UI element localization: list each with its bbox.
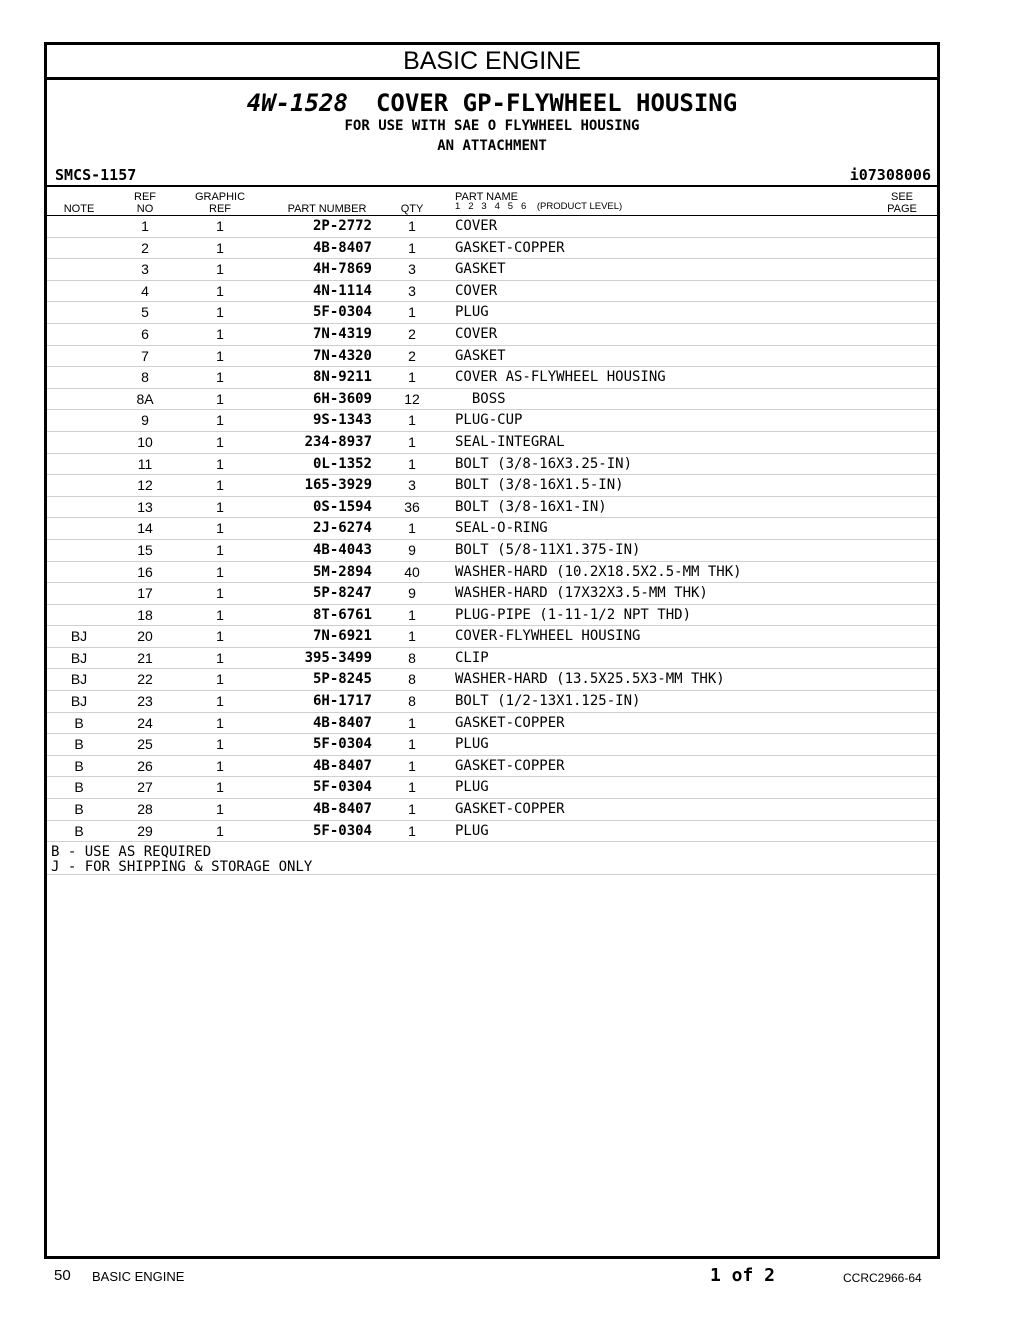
page-number: 50 bbox=[54, 1267, 71, 1284]
row-qty: 9 bbox=[408, 585, 416, 602]
smcs-code: SMCS-1157 bbox=[55, 166, 137, 184]
row-qty: 9 bbox=[408, 541, 416, 558]
row-part-number: 5F-0304 bbox=[312, 779, 372, 796]
row-part-number: 4B-8407 bbox=[312, 757, 372, 774]
row-part-name: BOLT (5/8-11X1.375-IN) bbox=[455, 541, 641, 558]
row-ref-no: 18 bbox=[137, 606, 153, 623]
table-row bbox=[47, 626, 937, 648]
row-ref-no: 1 bbox=[141, 218, 149, 234]
group-subtitle-2: AN ATTACHMENT bbox=[437, 138, 547, 154]
row-graphic-ref: 1 bbox=[216, 477, 224, 494]
row-note: B bbox=[74, 736, 84, 753]
row-qty: 3 bbox=[408, 282, 416, 299]
table-row bbox=[47, 583, 937, 605]
table-row bbox=[47, 562, 937, 584]
row-graphic-ref: 1 bbox=[216, 433, 224, 450]
table-row bbox=[47, 713, 937, 735]
row-qty: 1 bbox=[408, 304, 416, 321]
row-part-number: 0S-1594 bbox=[312, 498, 372, 515]
row-part-number: 2P-2772 bbox=[312, 218, 372, 234]
row-part-name: GASKET-COPPER bbox=[455, 714, 565, 731]
row-part-number: 4B-8407 bbox=[312, 239, 372, 256]
row-part-name: PLUG bbox=[455, 736, 489, 753]
row-part-name: BOLT (3/8-16X1-IN) bbox=[455, 498, 607, 515]
table-row bbox=[47, 540, 937, 562]
row-qty: 1 bbox=[408, 455, 416, 472]
row-ref-no: 24 bbox=[137, 714, 153, 731]
row-part-name: COVER bbox=[455, 325, 498, 342]
note-j: J - FOR SHIPPING & STORAGE ONLY bbox=[51, 859, 313, 875]
row-graphic-ref: 1 bbox=[216, 541, 224, 558]
row-qty: 3 bbox=[408, 477, 416, 494]
row-ref-no: 8A bbox=[136, 390, 154, 407]
col-part-name: PART NAME bbox=[455, 191, 518, 203]
row-qty: 1 bbox=[408, 628, 416, 645]
row-graphic-ref: 1 bbox=[216, 261, 224, 278]
row-qty: 1 bbox=[408, 714, 416, 731]
row-qty: 40 bbox=[404, 563, 420, 580]
col-ref-bottom: NO bbox=[136, 203, 154, 215]
row-part-number: 7N-4319 bbox=[312, 325, 372, 342]
row-graphic-ref: 1 bbox=[216, 606, 224, 623]
row-qty: 1 bbox=[408, 218, 416, 234]
row-qty: 8 bbox=[408, 693, 416, 710]
group-part-number: 4W-1528 bbox=[246, 89, 348, 117]
row-graphic-ref: 1 bbox=[216, 736, 224, 753]
row-part-number: 5F-0304 bbox=[312, 304, 372, 321]
row-graphic-ref: 1 bbox=[216, 218, 224, 234]
row-ref-no: 17 bbox=[137, 585, 153, 602]
row-ref-no: 27 bbox=[137, 779, 153, 796]
row-part-name: GASKET-COPPER bbox=[455, 757, 565, 774]
table-row bbox=[47, 281, 937, 303]
row-part-name: PLUG bbox=[455, 304, 489, 321]
page-frame bbox=[44, 42, 940, 1259]
row-note: BJ bbox=[70, 693, 88, 710]
row-graphic-ref: 1 bbox=[216, 304, 224, 321]
row-ref-no: 12 bbox=[137, 477, 153, 494]
table-row bbox=[47, 734, 937, 756]
col-see-bottom: PAGE bbox=[887, 203, 917, 215]
row-ref-no: 14 bbox=[137, 520, 153, 537]
table-row bbox=[47, 756, 937, 778]
row-part-name: PLUG-PIPE (1-11-1/2 NPT THD) bbox=[455, 606, 692, 623]
row-part-name: PLUG bbox=[455, 822, 489, 839]
row-ref-no: 13 bbox=[137, 498, 153, 515]
row-graphic-ref: 1 bbox=[216, 325, 224, 342]
table-row bbox=[47, 324, 937, 346]
row-note: B bbox=[74, 801, 84, 818]
row-part-name: SEAL-INTEGRAL bbox=[455, 433, 565, 450]
row-qty: 2 bbox=[408, 347, 416, 364]
row-graphic-ref: 1 bbox=[216, 649, 224, 666]
table-row bbox=[47, 518, 937, 540]
row-graphic-ref: 1 bbox=[216, 693, 224, 710]
row-graphic-ref: 1 bbox=[216, 239, 224, 256]
row-qty: 1 bbox=[408, 779, 416, 796]
row-part-number: 234-8937 bbox=[304, 433, 372, 450]
row-graphic-ref: 1 bbox=[216, 628, 224, 645]
row-part-name: WASHER-HARD (10.2X18.5X2.5-MM THK) bbox=[455, 563, 742, 580]
illustration-id: i07308006 bbox=[849, 166, 931, 184]
notes bbox=[51, 845, 312, 875]
row-part-number: 9S-1343 bbox=[312, 412, 372, 429]
row-note: B bbox=[74, 714, 84, 731]
table-row bbox=[47, 410, 937, 432]
row-part-number: 4N-1114 bbox=[312, 282, 372, 299]
row-part-number: 8T-6761 bbox=[312, 606, 372, 623]
row-part-name: BOLT (1/2-13X1.125-IN) bbox=[455, 693, 641, 710]
section-title: BASIC ENGINE bbox=[47, 45, 937, 80]
table-row bbox=[47, 216, 937, 238]
row-note: BJ bbox=[70, 671, 88, 688]
table-row bbox=[47, 302, 937, 324]
row-part-name: GASKET-COPPER bbox=[455, 801, 565, 818]
row-ref-no: 29 bbox=[137, 822, 153, 839]
col-part-number: PART NUMBER bbox=[287, 203, 367, 215]
row-graphic-ref: 1 bbox=[216, 412, 224, 429]
col-qty: QTY bbox=[400, 203, 424, 215]
row-graphic-ref: 1 bbox=[216, 282, 224, 299]
col-product-level: 1 2 3 4 5 6 (PRODUCT LEVEL) bbox=[455, 201, 623, 212]
row-graphic-ref: 1 bbox=[216, 498, 224, 515]
table-row bbox=[47, 259, 937, 281]
table-row bbox=[47, 454, 937, 476]
table-row bbox=[47, 777, 937, 799]
parts-table bbox=[47, 216, 937, 842]
row-part-number: 2J-6274 bbox=[312, 520, 372, 537]
notes-rule bbox=[47, 874, 937, 875]
table-row bbox=[47, 238, 937, 260]
row-part-number: 4H-7869 bbox=[312, 261, 372, 278]
table-row bbox=[47, 389, 937, 411]
table-row bbox=[47, 605, 937, 627]
row-ref-no: 25 bbox=[137, 736, 153, 753]
table-row bbox=[47, 669, 937, 691]
row-part-number: 7N-6921 bbox=[312, 628, 372, 645]
row-graphic-ref: 1 bbox=[216, 390, 224, 407]
group-subtitle-1: FOR USE WITH SAE O FLYWHEEL HOUSING bbox=[344, 118, 640, 134]
table-row bbox=[47, 799, 937, 821]
row-graphic-ref: 1 bbox=[216, 563, 224, 580]
sheet-indicator: 1 of 2 bbox=[710, 1265, 776, 1286]
row-ref-no: 4 bbox=[141, 282, 149, 299]
row-qty: 8 bbox=[408, 671, 416, 688]
row-part-number: 6H-1717 bbox=[312, 693, 372, 710]
row-ref-no: 20 bbox=[137, 628, 153, 645]
row-graphic-ref: 1 bbox=[216, 671, 224, 688]
row-qty: 1 bbox=[408, 736, 416, 753]
row-part-number: 165-3929 bbox=[304, 477, 372, 494]
col-ref-top: REF bbox=[134, 191, 156, 203]
row-part-number: 5M-2894 bbox=[312, 563, 372, 580]
row-qty: 1 bbox=[408, 801, 416, 818]
row-part-number: 4B-8407 bbox=[312, 714, 372, 731]
group-name: COVER GP-FLYWHEEL HOUSING bbox=[375, 89, 738, 117]
row-graphic-ref: 1 bbox=[216, 369, 224, 386]
col-graphic-top: GRAPHIC bbox=[194, 191, 246, 203]
row-qty: 1 bbox=[408, 412, 416, 429]
row-part-name: CLIP bbox=[455, 649, 489, 666]
row-qty: 1 bbox=[408, 757, 416, 774]
row-graphic-ref: 1 bbox=[216, 757, 224, 774]
col-see-top: SEE bbox=[890, 191, 913, 203]
row-qty: 12 bbox=[404, 390, 420, 407]
row-part-name: COVER bbox=[455, 282, 498, 299]
group-title bbox=[47, 89, 937, 117]
row-part-number: 0L-1352 bbox=[312, 455, 372, 472]
row-ref-no: 26 bbox=[137, 757, 153, 774]
row-graphic-ref: 1 bbox=[216, 520, 224, 537]
col-note: NOTE bbox=[63, 203, 95, 215]
row-ref-no: 23 bbox=[137, 693, 153, 710]
row-part-name: BOLT (3/8-16X1.5-IN) bbox=[455, 477, 624, 494]
row-ref-no: 6 bbox=[141, 325, 149, 342]
row-ref-no: 21 bbox=[137, 649, 153, 666]
row-part-number: 4B-8407 bbox=[312, 801, 372, 818]
row-qty: 8 bbox=[408, 649, 416, 666]
row-part-name: BOSS bbox=[455, 390, 506, 407]
row-ref-no: 7 bbox=[141, 347, 149, 364]
row-ref-no: 5 bbox=[141, 304, 149, 321]
row-part-name: COVER AS-FLYWHEEL HOUSING bbox=[455, 369, 666, 386]
table-row bbox=[47, 475, 937, 497]
row-graphic-ref: 1 bbox=[216, 347, 224, 364]
row-graphic-ref: 1 bbox=[216, 822, 224, 839]
row-qty: 1 bbox=[408, 520, 416, 537]
row-ref-no: 16 bbox=[137, 563, 153, 580]
row-part-number: 7N-4320 bbox=[312, 347, 372, 364]
row-graphic-ref: 1 bbox=[216, 714, 224, 731]
row-part-name: PLUG bbox=[455, 779, 489, 796]
doc-code: CCRC2966-64 bbox=[843, 1271, 922, 1285]
row-part-name: SEAL-O-RING bbox=[455, 520, 548, 537]
row-note: B bbox=[74, 822, 84, 839]
row-part-name: BOLT (3/8-16X3.25-IN) bbox=[455, 455, 633, 472]
col-graphic-bottom: REF bbox=[209, 203, 231, 215]
row-ref-no: 2 bbox=[141, 239, 149, 256]
row-ref-no: 10 bbox=[137, 433, 153, 450]
table-row bbox=[47, 346, 937, 368]
row-qty: 1 bbox=[408, 239, 416, 256]
row-qty: 1 bbox=[408, 822, 416, 839]
row-note: BJ bbox=[70, 649, 88, 666]
row-note: BJ bbox=[70, 628, 88, 645]
row-part-number: 395-3499 bbox=[304, 649, 372, 666]
row-qty: 36 bbox=[404, 498, 420, 515]
row-ref-no: 8 bbox=[141, 369, 149, 386]
note-b: B - USE AS REQUIRED bbox=[51, 844, 212, 860]
row-part-name: COVER-FLYWHEEL HOUSING bbox=[455, 628, 641, 645]
row-part-name: GASKET-COPPER bbox=[455, 239, 565, 256]
row-part-number: 4B-4043 bbox=[312, 541, 372, 558]
row-part-name: COVER bbox=[455, 218, 498, 234]
row-graphic-ref: 1 bbox=[216, 455, 224, 472]
row-part-name: PLUG-CUP bbox=[455, 412, 523, 429]
table-row bbox=[47, 691, 937, 713]
row-part-name: GASKET bbox=[455, 261, 506, 278]
row-part-number: 5P-8247 bbox=[312, 585, 372, 602]
row-qty: 1 bbox=[408, 606, 416, 623]
row-graphic-ref: 1 bbox=[216, 585, 224, 602]
row-part-name: WASHER-HARD (17X32X3.5-MM THK) bbox=[455, 585, 708, 602]
table-row bbox=[47, 367, 937, 389]
row-note: B bbox=[74, 779, 84, 796]
row-ref-no: 9 bbox=[141, 412, 149, 429]
footer-section: BASIC ENGINE bbox=[92, 1269, 185, 1284]
header-top-rule bbox=[47, 185, 937, 187]
row-graphic-ref: 1 bbox=[216, 779, 224, 796]
table-row bbox=[47, 497, 937, 519]
row-graphic-ref: 1 bbox=[216, 801, 224, 818]
row-qty: 1 bbox=[408, 433, 416, 450]
row-qty: 1 bbox=[408, 369, 416, 386]
row-ref-no: 11 bbox=[137, 455, 153, 472]
row-ref-no: 15 bbox=[137, 541, 153, 558]
row-part-number: 6H-3609 bbox=[312, 390, 372, 407]
row-qty: 3 bbox=[408, 261, 416, 278]
table-row bbox=[47, 821, 937, 843]
row-ref-no: 3 bbox=[141, 261, 149, 278]
row-qty: 2 bbox=[408, 325, 416, 342]
table-row bbox=[47, 432, 937, 454]
table-row bbox=[47, 648, 937, 670]
row-part-name: GASKET bbox=[455, 347, 506, 364]
row-part-name: WASHER-HARD (13.5X25.5X3-MM THK) bbox=[455, 671, 725, 688]
row-part-number: 5F-0304 bbox=[312, 822, 372, 839]
row-ref-no: 28 bbox=[137, 801, 153, 818]
row-part-number: 8N-9211 bbox=[312, 369, 372, 386]
row-part-number: 5F-0304 bbox=[312, 736, 372, 753]
row-note: B bbox=[74, 757, 84, 774]
row-part-number: 5P-8245 bbox=[312, 671, 372, 688]
row-ref-no: 22 bbox=[137, 671, 153, 688]
